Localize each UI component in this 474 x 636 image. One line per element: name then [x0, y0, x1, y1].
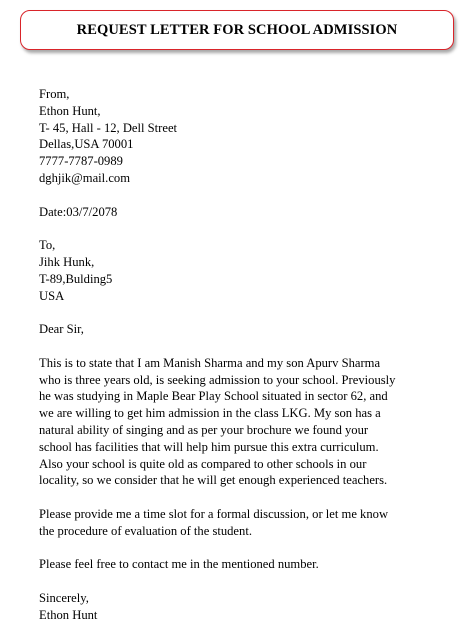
paragraph-line: who is three years old, is seeking admission to your school. Previously — [39, 372, 396, 387]
letter-title: REQUEST LETTER FOR SCHOOL ADMISSION — [76, 21, 398, 38]
recipient-name: Jihk Hunk, — [39, 254, 95, 269]
body-paragraph-3 — [39, 556, 449, 573]
paragraph-line: we are willing to get him admission in the class LKG. My son has a — [39, 406, 381, 421]
letter-content — [39, 86, 449, 624]
recipient-label: To, — [39, 238, 56, 253]
paragraph-line: natural ability of singing and as per your brochure we found your — [39, 422, 369, 437]
sender-address-line: T- 45, Hall - 12, Dell Street — [39, 120, 178, 135]
paragraph-line: This is to state that I am Manish Sharma and my son Apurv Sharma — [39, 355, 381, 370]
signature: Ethon Hunt — [39, 607, 98, 622]
paragraph-line: the procedure of evaluation of the student. — [39, 523, 252, 538]
paragraph-line: school has facilities that will help him pursue this extra curriculum. — [39, 439, 379, 454]
recipient-block — [39, 237, 449, 304]
sender-label: From, — [39, 87, 70, 101]
sender-city-line: Dellas,USA 70001 — [39, 137, 134, 152]
sender-email: dghjik@mail.com — [39, 170, 130, 185]
sender-block — [39, 86, 449, 187]
recipient-country: USA — [39, 288, 65, 303]
paragraph-line: Also your school is quite old as compared to other schools in our — [39, 456, 367, 471]
paragraph-line: he was studying in Maple Bear Play School situated in sector 62, and — [39, 389, 388, 404]
title-box — [20, 10, 454, 50]
sender-phone: 7777-7787-0989 — [39, 154, 123, 169]
paragraph-line: Please provide me a time slot for a formal discussion, or let me know — [39, 506, 389, 521]
salutation: Dear Sir, — [39, 322, 84, 337]
body-paragraph-1 — [39, 355, 449, 489]
paragraph-line: locality, so we consider that he will get enough experienced teachers. — [39, 473, 388, 488]
letter-date: Date:03/7/2078 — [39, 204, 118, 219]
closing: Sincerely, — [39, 590, 89, 605]
recipient-address-line: T-89,Bulding5 — [39, 271, 113, 286]
sender-name: Ethon Hunt, — [39, 103, 101, 118]
body-paragraph-2 — [39, 506, 449, 540]
paragraph-line: Please feel free to contact me in the mentioned number. — [39, 557, 319, 572]
